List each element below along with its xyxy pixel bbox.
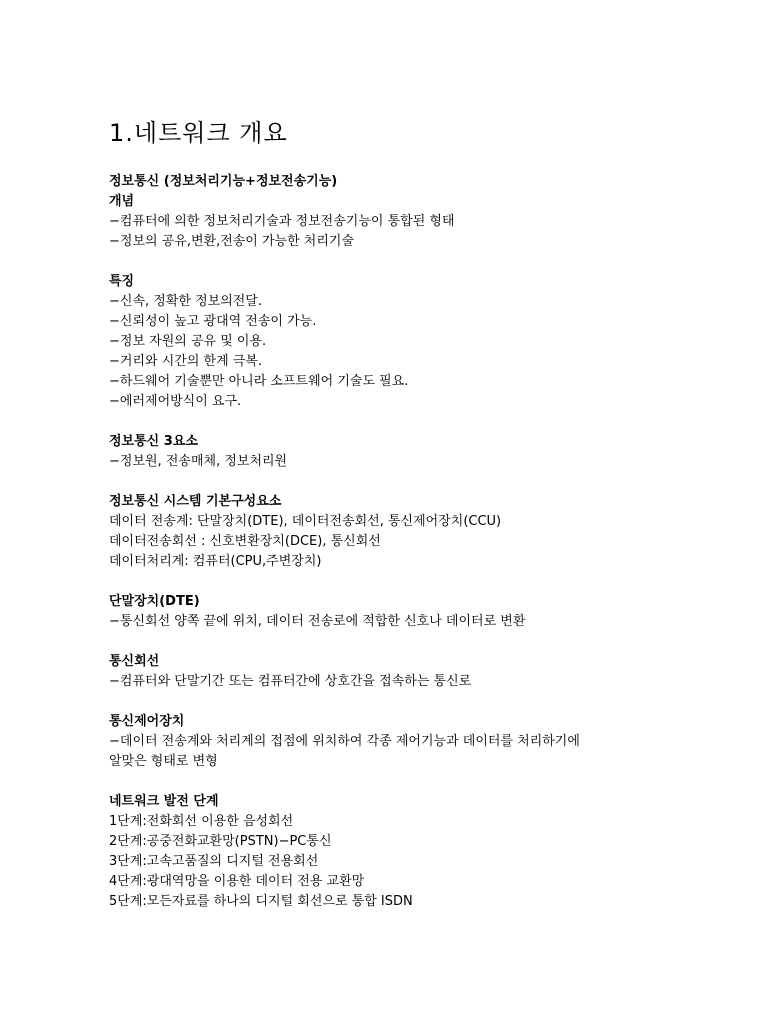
text-line: −정보의 공유,변환,전송이 가능한 처리기술 — [109, 234, 355, 249]
text-line: 4단계:광대역망을 이용한 데이터 전용 교환망 — [109, 874, 365, 889]
text-line: 2단계:공중전화교환망(PSTN)−PC통신 — [109, 834, 332, 849]
section-heading: 통신회선 — [109, 654, 160, 669]
section-heading: 통신제어장치 — [109, 714, 185, 729]
text-line: −정보원, 전송매체, 정보처리원 — [109, 454, 288, 469]
section-comm-line — [109, 652, 749, 692]
text-line: 3단계:고속고품질의 디지털 전용회선 — [109, 854, 319, 869]
text-line: −하드웨어 기술뿐만 아니라 소프트웨어 기술도 필요. — [109, 374, 409, 389]
section-system-components — [109, 492, 749, 572]
section-features — [109, 272, 749, 412]
section-comm-control — [109, 712, 749, 772]
page-title: 1.네트워크 개요 — [109, 119, 288, 147]
text-line: −거리와 시간의 한계 극복. — [109, 354, 263, 369]
text-line: 데이터전송회선 : 신호변환장치(DCE), 통신회선 — [109, 534, 381, 549]
section-three-elements — [109, 432, 749, 472]
section-heading: 정보통신 3요소 — [109, 434, 198, 449]
text-line: −에러제어방식이 요구. — [109, 394, 242, 409]
text-line: 5단계:모든자료를 하나의 디지털 회선으로 통합 ISDN — [109, 894, 413, 909]
section-heading: 네트워크 발전 단계 — [109, 794, 219, 809]
text-line: −데이터 전송계와 처리계의 접점에 위치하여 각종 제어기능과 데이터를 처리하기에 — [109, 734, 580, 749]
subheading-concept: 개념 — [109, 194, 135, 209]
text-line: 알맞은 형태로 변형 — [109, 754, 218, 769]
section-info-communication — [109, 172, 749, 252]
section-heading: 특징 — [109, 274, 135, 289]
text-line: −통신회선 양쪽 끝에 위치, 데이터 전송로에 적합한 신호나 데이터로 변환 — [109, 614, 526, 629]
section-heading: 정보통신 시스템 기본구성요소 — [109, 494, 282, 509]
document-page — [109, 118, 749, 932]
text-line: −신속, 정확한 정보의전달. — [109, 294, 263, 309]
text-line: −컴퓨터와 단말기간 또는 컴퓨터간에 상호간을 접속하는 통신로 — [109, 674, 472, 689]
text-line: −신뢰성이 높고 광대역 전송이 가능. — [109, 314, 317, 329]
text-line: −정보 자원의 공유 및 이용. — [109, 334, 267, 349]
section-heading: 단말장치(DTE) — [109, 594, 200, 609]
section-dte — [109, 592, 749, 632]
section-heading: 정보통신 (정보처리기능+정보전송기능) — [109, 174, 338, 189]
section-network-stages — [109, 792, 749, 912]
text-line: 데이터처리계: 컴퓨터(CPU,주변장치) — [109, 554, 322, 569]
text-line: 1단계:전화회선 이용한 음성회선 — [109, 814, 294, 829]
text-line: 데이터 전송계: 단말장치(DTE), 데이터전송회선, 통신제어장치(CCU) — [109, 514, 502, 529]
text-line: −컴퓨터에 의한 정보처리기술과 정보전송기능이 통합된 형태 — [109, 214, 455, 229]
